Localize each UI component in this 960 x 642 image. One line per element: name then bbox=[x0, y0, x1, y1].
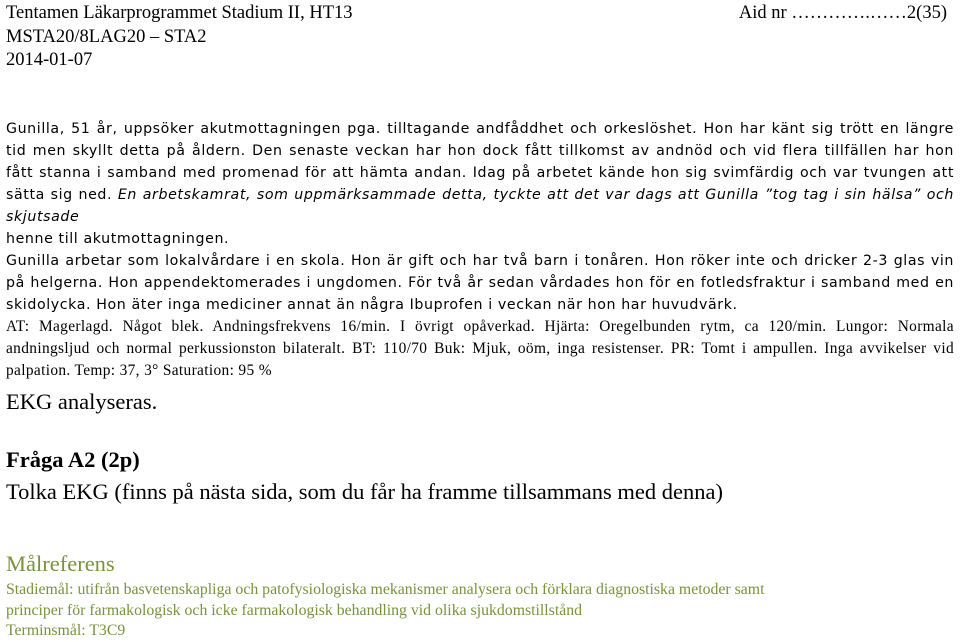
case-paragraph-1 bbox=[6, 118, 954, 250]
case-paragraph-1-italic: En arbetskamrat, som uppmärksammade detta, tyckte att det var dags att Gunilla ”tog tag i sin hälsa” och skjutsade bbox=[6, 187, 954, 225]
reference-line-2: principer för farmakologisk och icke farmakologisk behandling vid olika sjukdomstillstånd bbox=[6, 601, 583, 619]
case-paragraph-1-text: Gunilla, 51 år, uppsöker akutmottagningen pga. tilltagande andfåddhet och orkeslöshet. Hon har känt sig trött en längre tid men skyllt detta på åldern. Den senaste veckan har hon dock fått tillkomst av andnöd och vid flera tillfällen har hon fått stanna i samband med promenad för att hämta andan. Idag på arbetet kände hon sig svimfärdig och var tvungen att sätta sig ned. bbox=[6, 121, 954, 203]
case-paragraph-3: AT: Magerlagd. Något blek. Andningsfrekvens 16/min. I övrigt opåverkad. Hjärta: Oregelbunden rytm, ca 120/min. Lungor: Normala andningsljud och normal perkussionston bilateralt. BT: 110/70 Buk: Mjuk, oöm, inga resistenser. PR: Tomt i ampullen. Inga avvikelser vid palpation. Temp: 37, 3° Saturation: 95 % bbox=[6, 318, 954, 379]
case-paragraph-1-end: henne till akutmottagningen. bbox=[6, 231, 230, 247]
course-code: MSTA20/8LAG20 – STA2 bbox=[6, 26, 207, 47]
case-paragraph-2: Gunilla arbetar som lokalvårdare i en skola. Hon är gift och har två barn i tonåren. Hon röker inte och dricker 2-3 glas vin på helgerna. Hon appendektomerades i ungdomen. För två år sedan vårdades hon för en fotledsfraktur i samband med en skidolycka. Hon äter inga mediciner annat än några Ibuprofen i veckan när hon har huvudvärk. bbox=[6, 253, 954, 313]
aid-number: Aid nr ………….……2(35) bbox=[738, 3, 947, 23]
case-description bbox=[6, 118, 954, 382]
question-text: Tolka EKG (finns på nästa sida, som du får ha framme tillsammans med denna) bbox=[6, 479, 723, 504]
reference-text bbox=[6, 580, 954, 642]
document-page bbox=[6, 0, 954, 642]
reference-title: Målreferens bbox=[6, 551, 115, 576]
document-header bbox=[6, 2, 954, 73]
exam-title: Tentamen Läkarprogrammet Stadium II, HT13 bbox=[6, 3, 353, 23]
question-title: Fråga A2 (2p) bbox=[6, 447, 140, 472]
reference-line-3: Terminsmål: T3C9 bbox=[6, 622, 126, 639]
exam-date: 2014-01-07 bbox=[6, 50, 93, 70]
reference-line-1: Stadiemål: utifrån basvetenskapliga och patofysiologiska mekanismer analysera och förklara diagnostiska metoder samt bbox=[6, 581, 765, 598]
ekg-statement: EKG analyseras. bbox=[6, 389, 158, 414]
